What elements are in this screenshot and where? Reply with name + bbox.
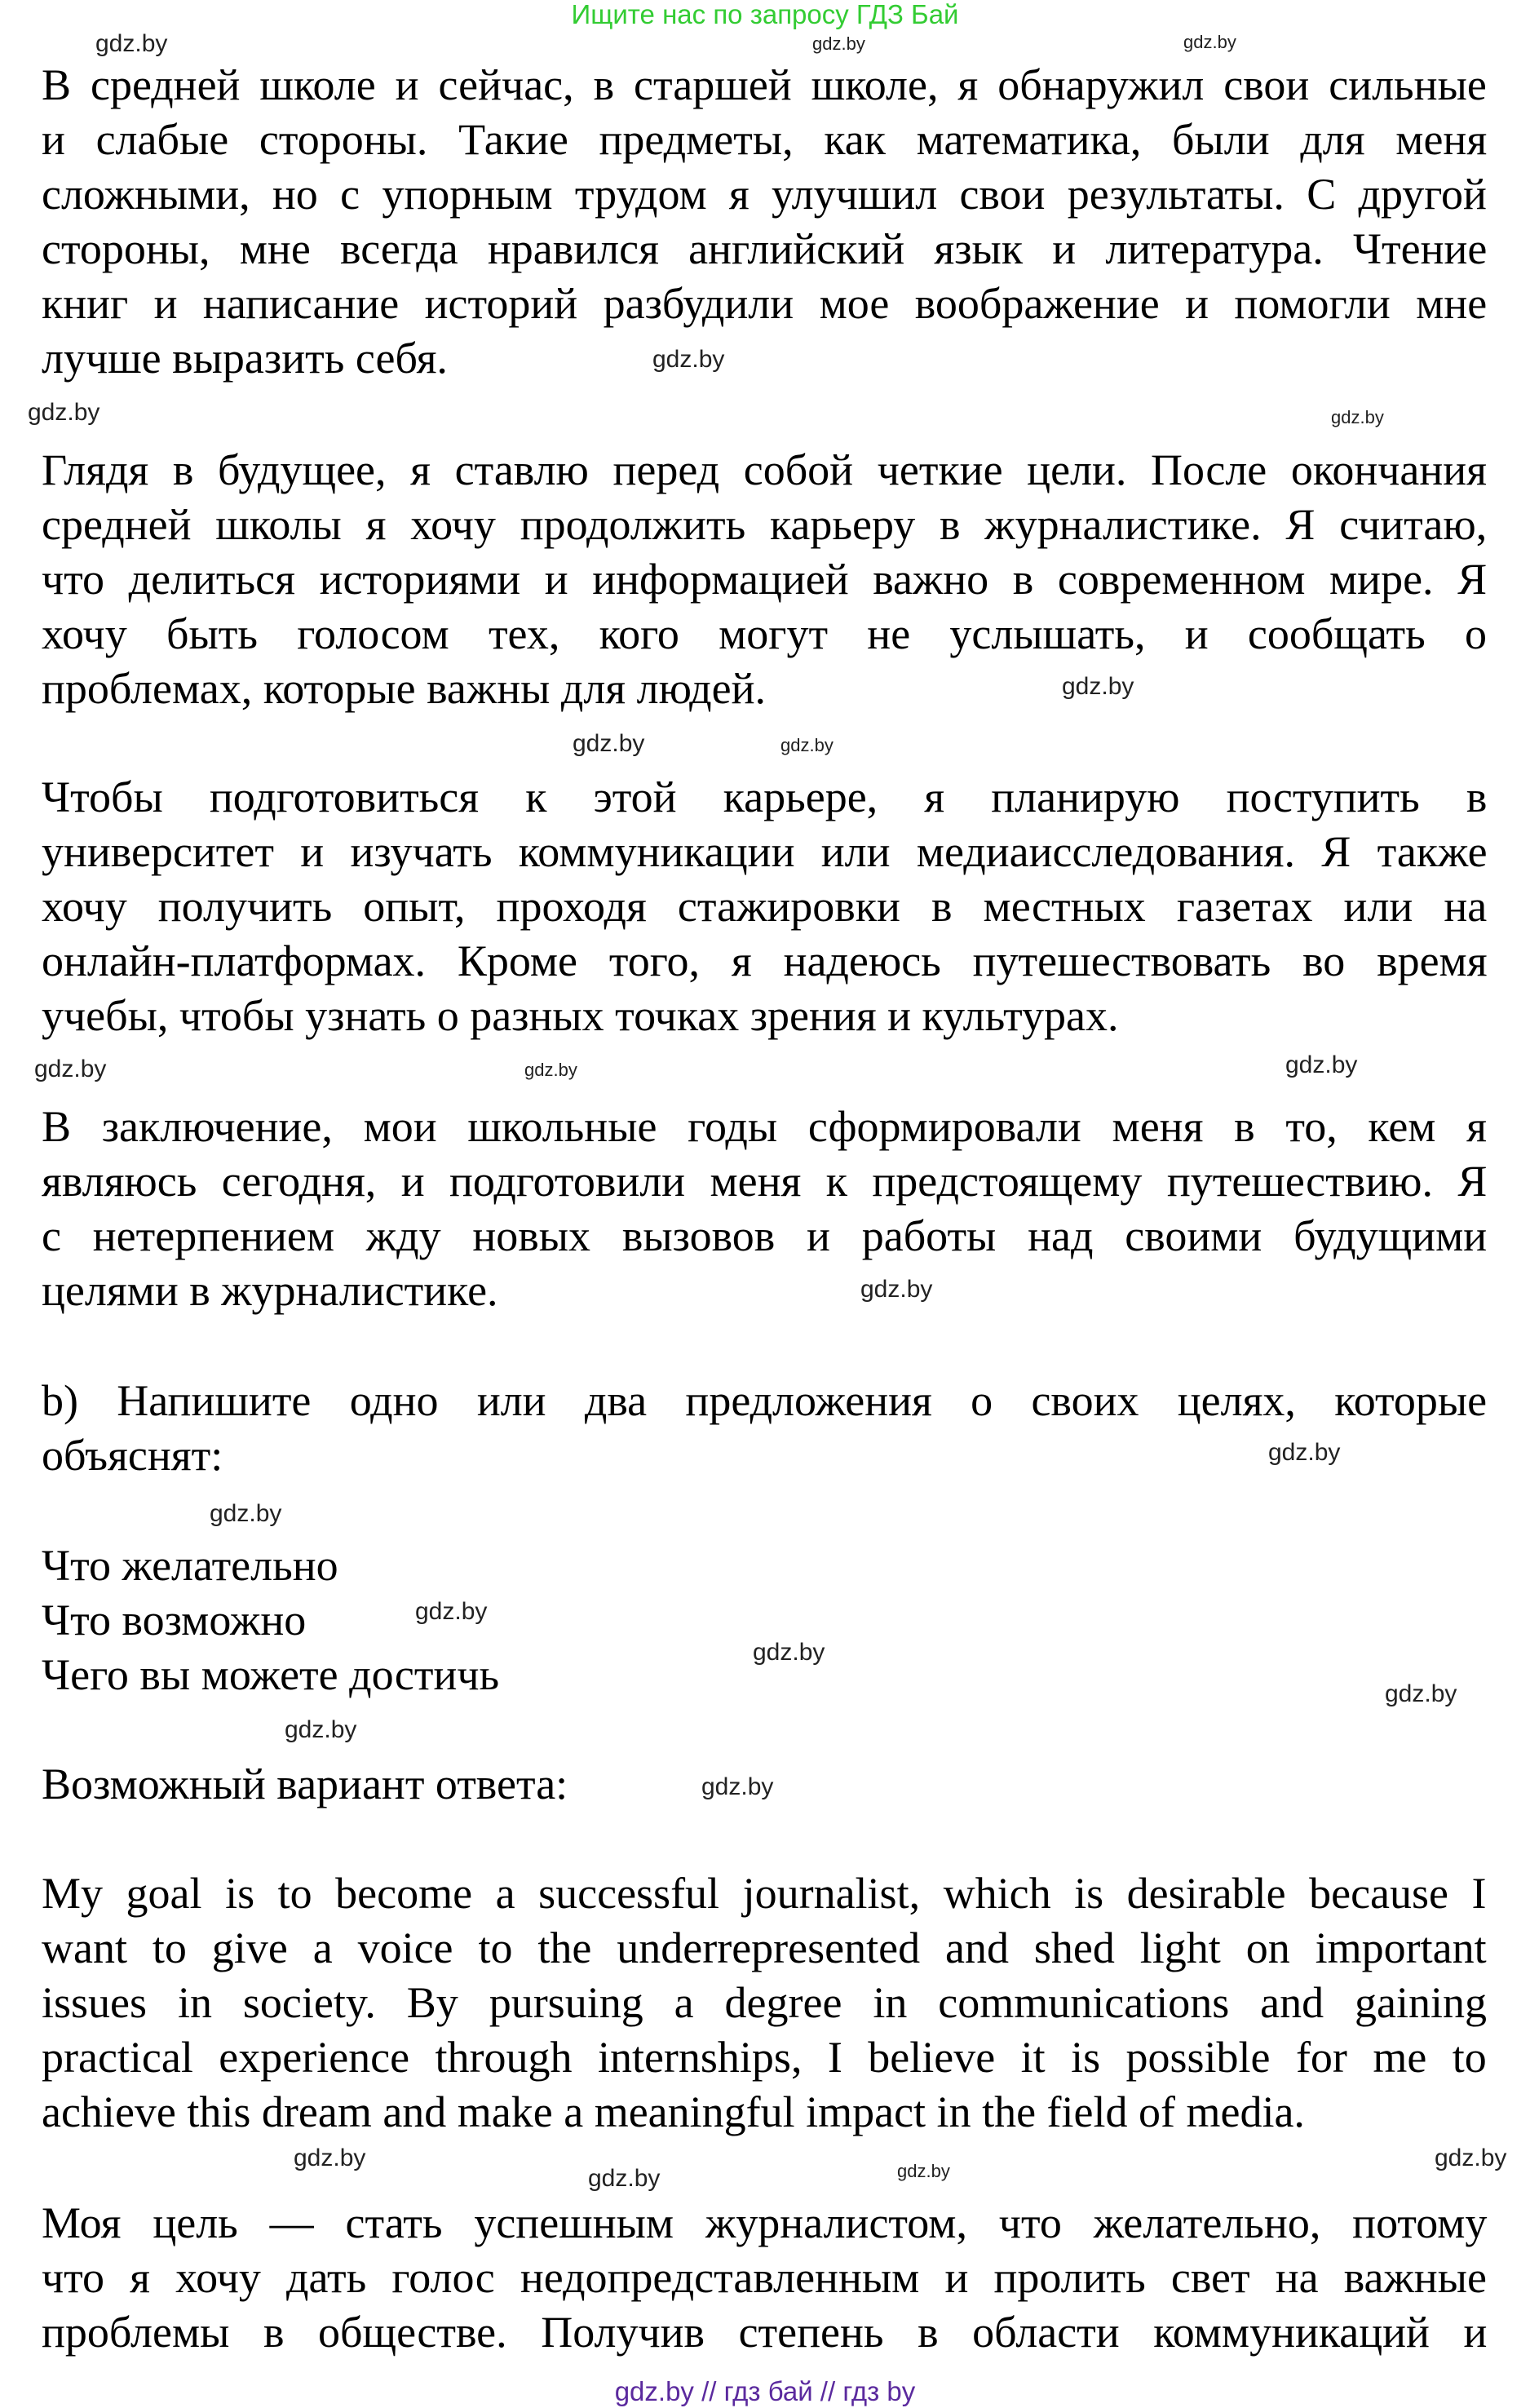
watermark: gdz.by bbox=[897, 2161, 950, 2181]
watermark: gdz.by bbox=[210, 1500, 282, 1527]
text-line: книг и написание историй разбудили мое воображение и помогли мне bbox=[42, 279, 1488, 328]
text-line: целями в журналистике. bbox=[42, 1266, 498, 1315]
text-line: В средней школе и сейчас, в старшей школе, я обнаружил свои сильные bbox=[42, 60, 1487, 109]
watermark: gdz.by bbox=[415, 1598, 488, 1625]
text-line: Что возможно bbox=[42, 1596, 307, 1644]
watermark: gdz.by bbox=[1385, 1680, 1457, 1707]
text-line: b) Напишите одно или два предложения о своих целях, которые bbox=[42, 1376, 1488, 1425]
watermark: gdz.by bbox=[95, 30, 168, 57]
text-line: стороны, мне всегда нравился английский язык и литература. Чтение bbox=[42, 224, 1488, 273]
paragraph-conclusion bbox=[42, 1100, 1488, 1318]
text-line: Моя цель — стать успешным журналистом, что желательно, потому bbox=[42, 2198, 1488, 2247]
text-line: лучше выразить себя. bbox=[42, 334, 448, 383]
text-line: achieve this dream and make a meaningful impact in the field of media. bbox=[42, 2087, 1305, 2136]
text-line: что делиться историями и информацией важно в современном мире. Я bbox=[42, 555, 1488, 604]
text-line: университет и изучать коммуникации или медиаисследования. Я также bbox=[42, 827, 1488, 876]
watermark: gdz.by bbox=[1285, 1051, 1358, 1078]
watermark: gdz.by bbox=[1183, 32, 1236, 52]
watermark: gdz.by bbox=[588, 2165, 661, 2192]
watermark: gdz.by bbox=[1331, 407, 1384, 427]
text-line: проблемах, которые важны для людей. bbox=[42, 664, 767, 713]
watermark: gdz.by bbox=[524, 1060, 577, 1080]
answer-russian bbox=[42, 2196, 1488, 2360]
answer-english bbox=[42, 1866, 1488, 2140]
text-line: Возможный вариант ответа: bbox=[42, 1760, 568, 1808]
text-line: средней школы я хочу продолжить карьеру в журналистике. Я считаю, bbox=[42, 500, 1488, 549]
text-line: My goal is to become a successful journalist, which is desirable because I bbox=[42, 1869, 1487, 1918]
paragraph-goals bbox=[42, 443, 1488, 716]
paragraph-strengths bbox=[42, 58, 1488, 386]
text-line: хочу быть голосом тех, кого могут не услышать, и сообщать о bbox=[42, 609, 1488, 658]
watermark: gdz.by bbox=[28, 399, 100, 426]
text-line: Чего вы можете достичь bbox=[42, 1650, 500, 1699]
text-line: учебы, чтобы узнать о разных точках зрения и культурах. bbox=[42, 991, 1119, 1040]
task-items bbox=[42, 1538, 1488, 1702]
text-line: что я хочу дать голос недопредставленным и пролить свет на важные bbox=[42, 2253, 1487, 2302]
text-line: issues in society. By pursuing a degree in communications and gaining bbox=[42, 1978, 1488, 2027]
paragraph-plans bbox=[42, 770, 1488, 1043]
text-line: practical experience through internships, I believe it is possible for me to bbox=[42, 2033, 1487, 2082]
text-line: и слабые стороны. Такие предметы, как математика, были для меня bbox=[42, 115, 1488, 164]
text-line: онлайн-платформах. Кроме того, я надеюсь путешествовать во время bbox=[42, 936, 1488, 985]
text-line: В заключение, мои школьные годы сформировали меня в то, кем я bbox=[42, 1102, 1488, 1151]
watermark: gdz.by bbox=[1268, 1439, 1341, 1466]
watermark: gdz.by bbox=[812, 33, 865, 54]
footer-banner: gdz.by // гдз бай // гдз by bbox=[614, 2376, 916, 2406]
watermark: gdz.by bbox=[701, 1773, 774, 1800]
text-line: с нетерпением жду новых вызовов и работы над своими будущими bbox=[42, 1211, 1488, 1260]
text-line: сложными, но с упорным трудом я улучшил свои результаты. С другой bbox=[42, 170, 1487, 219]
header-banner: Ищите нас по запросу ГДЗ Бай bbox=[571, 0, 959, 29]
watermark: gdz.by bbox=[652, 346, 725, 373]
watermark: gdz.by bbox=[573, 730, 645, 757]
watermark: gdz.by bbox=[285, 1716, 357, 1743]
watermark: gdz.by bbox=[1062, 673, 1134, 700]
watermark: gdz.by bbox=[753, 1639, 825, 1666]
text-line: проблемы в обществе. Получив степень в области коммуникаций и bbox=[42, 2308, 1488, 2357]
text-line: want to give a voice to the underrepresented and shed light on important bbox=[42, 1923, 1487, 1972]
watermark: gdz.by bbox=[1435, 2145, 1507, 2171]
text-line: объяснят: bbox=[42, 1431, 223, 1480]
text-line: хочу получить опыт, проходя стажировки в местных газетах или на bbox=[42, 882, 1488, 931]
watermark: gdz.by bbox=[294, 2145, 366, 2171]
text-line: Чтобы подготовиться к этой карьере, я планирую поступить в bbox=[42, 772, 1488, 821]
task-b bbox=[42, 1374, 1488, 1483]
watermark: gdz.by bbox=[34, 1056, 107, 1082]
watermark: gdz.by bbox=[860, 1276, 933, 1303]
watermark: gdz.by bbox=[780, 735, 834, 755]
text-line: являюсь сегодня, и подготовили меня к предстоящему путешествию. Я bbox=[42, 1157, 1488, 1206]
text-line: Глядя в будущее, я ставлю перед собой четкие цели. После окончания bbox=[42, 445, 1488, 494]
text-line: Что желательно bbox=[42, 1541, 338, 1590]
